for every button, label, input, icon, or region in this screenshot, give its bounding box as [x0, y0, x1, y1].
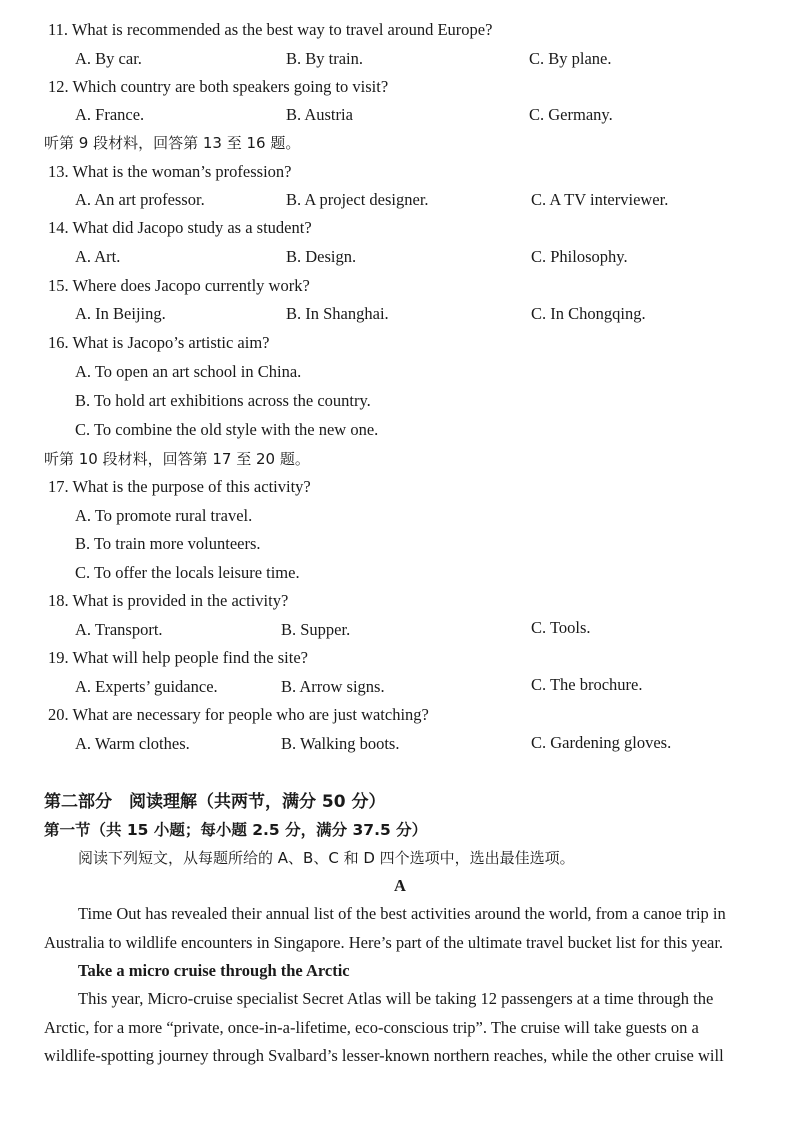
question-20-option-c: C. Gardening gloves. — [531, 733, 672, 752]
question-18-option-b: B. Supper. — [281, 620, 351, 639]
question-17-stem: 17. What is the purpose of this activity? — [48, 477, 311, 496]
question-12-option-a: A. France. — [75, 105, 145, 124]
question-20-option-a: A. Warm clothes. — [75, 734, 190, 753]
question-13-stem: 13. What is the woman’s profession? — [48, 162, 292, 181]
question-18-stem: 18. What is provided in the activity? — [48, 591, 289, 610]
passage-subheading: Take a micro cruise through the Arctic — [78, 961, 350, 980]
question-14-stem: 14. What did Jacopo study as a student? — [48, 218, 312, 237]
question-19-stem: 19. What will help people find the site? — [48, 648, 308, 667]
question-16-option-b: B. To hold art exhibitions across the country. — [75, 391, 371, 410]
question-13-option-c: C. A TV interviewer. — [531, 190, 669, 209]
question-15-option-b: B. In Shanghai. — [286, 304, 389, 323]
section-9-instruction: 听第 9 段材料，回答第 13 至 16 题。 — [44, 134, 301, 152]
question-13-option-b: B. A project designer. — [286, 190, 429, 209]
question-20-stem: 20. What are necessary for people who are just watching? — [48, 705, 429, 724]
question-17-option-a: A. To promote rural travel. — [75, 506, 253, 525]
question-19-option-c: C. The brochure. — [531, 675, 643, 694]
question-16-option-c: C. To combine the old style with the new one. — [75, 420, 379, 439]
question-19-option-b: B. Arrow signs. — [281, 677, 385, 696]
question-12-option-b: B. Austria — [286, 105, 353, 124]
passage-label: A — [394, 876, 406, 895]
question-16-stem: 16. What is Jacopo’s artistic aim? — [48, 333, 270, 352]
passage-intro-line-2: Australia to wildlife encounters in Singapore. Here’s part of the ultimate travel bucket list for this year. — [44, 933, 724, 952]
question-14-option-c: C. Philosophy. — [531, 247, 628, 266]
question-14-option-b: B. Design. — [286, 247, 357, 266]
question-15-stem: 15. Where does Jacopo currently work? — [48, 276, 310, 295]
question-12-option-c: C. Germany. — [529, 105, 613, 124]
question-11-option-b: B. By train. — [286, 49, 363, 68]
question-17-option-b: B. To train more volunteers. — [75, 534, 261, 553]
question-15-option-c: C. In Chongqing. — [531, 304, 646, 323]
question-13-option-a: A. An art professor. — [75, 190, 205, 209]
question-18-option-c: C. Tools. — [531, 618, 591, 637]
passage-body-line-2: Arctic, for a more “private, once-in-a-lifetime, eco-conscious trip”. The cruise will take guests on a — [44, 1018, 699, 1037]
reading-instructions: 阅读下列短文，从每题所给的 A、B、C 和 D 四个选项中，选出最佳选项。 — [78, 849, 575, 867]
section-one-title: 第一节（共 15 小题；每小题 2.5 分，满分 37.5 分） — [44, 821, 428, 839]
question-19-option-a: A. Experts’ guidance. — [75, 677, 218, 696]
question-11-option-a: A. By car. — [75, 49, 142, 68]
question-15-option-a: A. In Beijing. — [75, 304, 166, 323]
passage-body-line-3: wildlife-spotting journey through Svalbard’s lesser-known northern reaches, while the other cruise will — [44, 1046, 724, 1065]
question-18-option-a: A. Transport. — [75, 620, 163, 639]
question-16-option-a: A. To open an art school in China. — [75, 362, 302, 381]
question-14-option-a: A. Art. — [75, 247, 121, 266]
section-10-instruction: 听第 10 段材料，回答第 17 至 20 题。 — [44, 450, 310, 468]
question-17-option-c: C. To offer the locals leisure time. — [75, 563, 300, 582]
part-two-title: 第二部分 阅读理解（共两节，满分 50 分） — [44, 792, 386, 812]
question-12-stem: 12. Which country are both speakers going to visit? — [48, 77, 389, 96]
question-11-option-c: C. By plane. — [529, 49, 612, 68]
question-20-option-b: B. Walking boots. — [281, 734, 400, 753]
passage-body-line-1: This year, Micro-cruise specialist Secret Atlas will be taking 12 passengers at a time through the — [78, 989, 714, 1008]
passage-intro-line-1: Time Out has revealed their annual list of the best activities around the world, from a canoe trip in — [78, 904, 726, 923]
question-11-stem: 11. What is recommended as the best way to travel around Europe? — [48, 20, 493, 39]
